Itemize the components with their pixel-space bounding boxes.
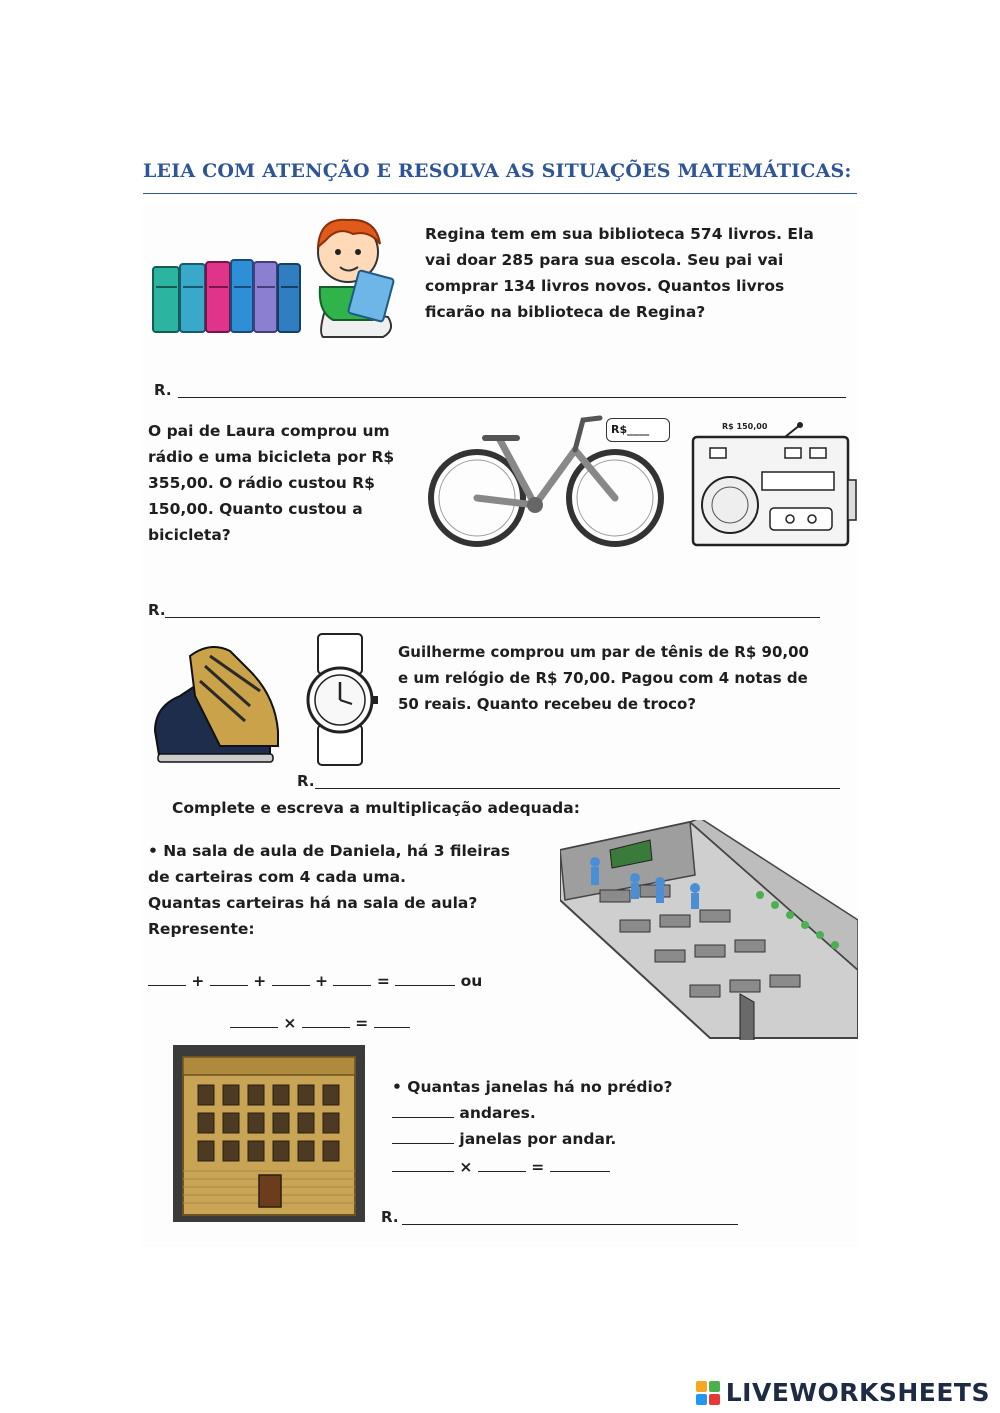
answer-label: R.	[154, 381, 172, 399]
problem4-line: Represente:	[148, 920, 255, 938]
radio-icon	[690, 420, 858, 548]
answer-line-2[interactable]	[165, 617, 820, 618]
times-sign: ×	[283, 1014, 297, 1032]
blank-input[interactable]	[392, 1129, 454, 1144]
blank-input[interactable]	[333, 971, 371, 986]
problem2-text	[148, 418, 428, 548]
equals-sign: =	[376, 972, 390, 990]
or-label: ou	[460, 972, 483, 990]
liveworksheets-logo-icon	[696, 1381, 720, 1405]
problem1-text	[425, 221, 855, 325]
problem5-question: • Quantas janelas há no prédio?	[392, 1078, 673, 1096]
problem1-line: vai doar 285 para sua escola. Seu pai vai	[425, 251, 784, 269]
blank-input[interactable]	[392, 1103, 454, 1118]
page-title: LEIA COM ATENÇÃO E RESOLVA AS SITUAÇÕES MATEMÁTICAS:	[143, 160, 852, 182]
brand-name: LIVEWORKSHEETS	[725, 1378, 990, 1407]
blank-input[interactable]	[272, 971, 310, 986]
books-and-boy-illustration	[148, 212, 403, 342]
plus-sign: +	[315, 972, 329, 990]
multiplication-equation	[230, 1010, 410, 1036]
problem2-line: O pai de Laura comprou um	[148, 422, 390, 440]
bike-price-tag: R$____	[606, 418, 670, 442]
windows-per-floor-label: janelas por andar.	[459, 1130, 617, 1148]
liveworksheets-brand	[696, 1378, 990, 1407]
building-illustration	[173, 1045, 365, 1222]
answer-line-3[interactable]	[315, 788, 840, 789]
boy-reading-icon	[318, 220, 394, 337]
problem3-line: 50 reais. Quanto recebeu de troco?	[398, 695, 697, 713]
wristwatch-icon	[296, 632, 386, 767]
books-icon	[153, 260, 300, 332]
problem1-line: ficarão na biblioteca de Regina?	[425, 303, 706, 321]
equals-sign: =	[355, 1014, 369, 1032]
plus-sign: +	[191, 972, 205, 990]
problem2-line: rádio e uma bicicleta por R$	[148, 448, 395, 466]
problem3-line: Guilherme comprou um par de tênis de R$ 90,00	[398, 643, 809, 661]
windows-equation	[392, 1154, 610, 1180]
windows-per-floor-row	[392, 1126, 616, 1152]
problem3-line: e um relógio de R$ 70,00. Pagou com 4 notas de	[398, 669, 808, 687]
problem1-line: comprar 134 livros novos. Quantos livros	[425, 277, 785, 295]
blank-input[interactable]	[148, 971, 186, 986]
plus-sign: +	[253, 972, 267, 990]
problem2-line: 150,00. Quanto custou a	[148, 500, 363, 518]
answer-line-1[interactable]	[178, 397, 846, 398]
problem4-text	[148, 838, 548, 942]
blank-input[interactable]	[230, 1013, 278, 1028]
blank-input[interactable]	[302, 1013, 350, 1028]
blank-input[interactable]	[395, 971, 455, 986]
answer-label: R.	[297, 772, 315, 790]
floors-row	[392, 1100, 536, 1126]
problem2-line: 355,00. O rádio custou R$	[148, 474, 375, 492]
blank-input[interactable]	[374, 1013, 410, 1028]
answer-line-5[interactable]	[402, 1224, 738, 1225]
equals-sign: =	[531, 1158, 545, 1176]
blank-input[interactable]	[392, 1157, 454, 1172]
addition-equation	[148, 968, 482, 994]
problem4-line: de carteiras com 4 cada uma.	[148, 868, 406, 886]
problem1-line: Regina tem em sua biblioteca 574 livros. Ela	[425, 225, 814, 243]
title-rule	[143, 193, 857, 194]
problem3-text	[398, 639, 858, 717]
sneakers-icon	[150, 636, 290, 771]
problem4-line: Quantas carteiras há na sala de aula?	[148, 894, 478, 912]
blank-input[interactable]	[478, 1157, 526, 1172]
radio-price-tag: R$ 150,00	[722, 422, 768, 431]
answer-label: R.	[148, 601, 166, 619]
problem4-line: • Na sala de aula de Daniela, há 3 fileiras	[148, 842, 510, 860]
floors-label: andares.	[459, 1104, 536, 1122]
times-sign: ×	[459, 1158, 473, 1176]
blank-input[interactable]	[550, 1157, 610, 1172]
blank-input[interactable]	[210, 971, 248, 986]
answer-label: R.	[381, 1208, 399, 1226]
classroom-illustration	[560, 820, 858, 1040]
section-heading: Complete e escreva a multiplicação adequada:	[172, 799, 580, 817]
problem2-line: bicicleta?	[148, 526, 231, 544]
